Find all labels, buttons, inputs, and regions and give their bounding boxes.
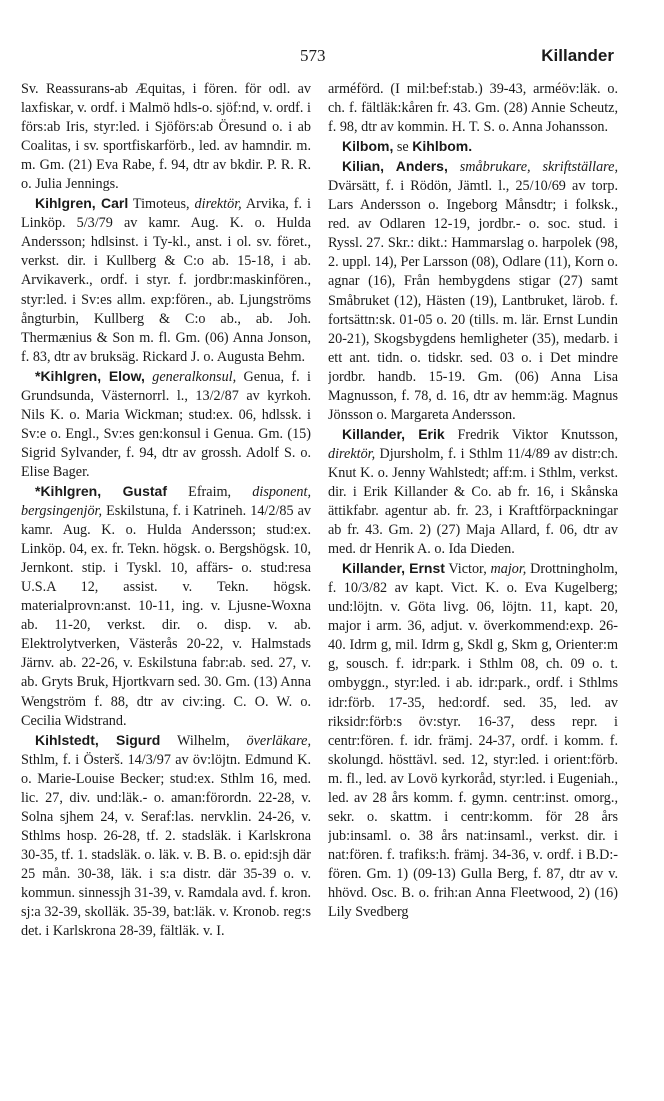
entry-title: disponent, bergsingenjör, xyxy=(21,483,311,520)
page-number: 573 xyxy=(300,46,326,65)
entry-title: generalkonsul, xyxy=(152,368,237,385)
entry-name: *Kihlgren, Elow, xyxy=(35,367,145,384)
entry-text xyxy=(448,159,460,175)
entry-paragraph xyxy=(21,194,311,366)
entry-name: Kihlbom. xyxy=(412,138,473,155)
entry-name: Kihlgren, Carl xyxy=(35,195,129,212)
running-head: Killander xyxy=(541,46,614,65)
left-column xyxy=(21,80,311,941)
entry-name: Killander, Ernst xyxy=(342,560,445,577)
entry-paragraph xyxy=(328,137,618,157)
entry-name: Kihlstedt, Sigurd xyxy=(35,731,161,748)
entry-text: se xyxy=(393,139,413,156)
entry-paragraph xyxy=(328,80,618,137)
entry-paragraph xyxy=(21,367,311,482)
entry-title: småbrukare, skriftställare, xyxy=(459,159,618,176)
entry-text: Eskilstuna, f. i Katrineh. 14/2/85 av kamr. Aug. K. o. Hulda Andersson; stud:ex. Linköp. 04, ex. fr. Tekn. högsk. o. Bergshögsk. 10, Jernkont. stip. i Tyskl. 10, affärs- o. stud:resa U.S.A 12, assist. v. Tekn. högsk. materialprovn:anst. 10-11, ing. v. Ljusne-Woxna ab. 11-20, verkst. dir. o. disp. v. ab. Elektrolytverken, Västerås 20-22, v. Halmstads Järnv. ab. 22-26, v. Eskilstuna fabr:ab. sed. 27, v. ab. Gryts Bruk, Hjortkvarn sed. 30. Gm. (13) Anna Wengström f. 88, dtr av civ:ing. C. O. W. o. Cecilia Widstrand. xyxy=(21,503,311,729)
entry-text: Fredrik Viktor Knutsson, xyxy=(444,426,618,443)
entry-title: direktör, xyxy=(194,196,242,213)
entry-paragraph xyxy=(21,731,311,942)
entry-text: Drottningholm, f. 10/3/82 av kapt. Vict. K. o. Eva Kugelberg; und:löjtn. v. Göta livg. 06, löjtn. 11, kapt. 20, major i arm. 36, adjut. v. överkommend:exp. 26-40. Idrm g, mil. Idrm g, Skdl g, Skm g, Orienter:m g, sousch. f. idr:park. i Sthlm 08, ch. 09 o. t. ombyggn., styr:led. i ab. idr:park., ordf. i Sthlms idr:förb. 17-35, hed:ordf. sed. 35, led. av riksidr:förb:s öv:styr. 16-37, dess repr. i centr:fören. f. idr. främj. 24-37, ordf. i komm. f. skolungd. hösttävl. sed. 12, styr:led. i orient:förb. m. fl., led. av Lovö kyrkoråd, styr:led. i Eugeniah., led. av 28 års komm. f. gymn. centr:inst. omorg., sekr. o. skattm. i centr:komm. för 28 års jub:insaml. o. 38 års nat:insaml., verkst. dir. i nat:fören. f. trafiks:h. främj. 34-36, v. ordf. i B.D:-fören. Gm. 1) (09-13) Gulla Berg, f. 87, dtr av v. hhövd. Osc. B. o. frih:an Anna Fleetwood, 2) (16) Lily Svedberg xyxy=(328,561,618,921)
entry-paragraph xyxy=(328,157,618,425)
entry-text: Dvärsätt, f. i Rödön, Jämtl. l., 25/10/69 av torp. Lars Andersson o. Ingeborg Månsdtr; i folksk., red. av Odlaren 12-19, jordbr.- o. soc. stud. i Ryssl. 27. Skr.: dikt.: Hammarslag o. harpolek (98, 2. uppl. 14), Per Larsson (08), Odlare (11), Korn o. agnar (16), Från hembygdens stigar (27) samt Småbruket (12), Hästen (19), Lantbruket, lärob. f. fortsättn:sk. 01-05 o. 20 (tills. m. lär. Ernst Lundin 20-21), Skogsbygdens hemligheter (35), medarb. i ett ant. tidn. o. tidskr. sed. 03 o. i Det mindre jordbr. handb. 15-19. Gm. (06) Anna Lisa Magnusson, f. 78, d. 16, dtr av hemm:äg. Magnus Jönsson o. Margareta Andersson. xyxy=(328,178,618,423)
entry-title: överläkare, xyxy=(246,732,311,749)
entry-text: Genua, f. i Grundsunda, Västernorrl. l., 13/2/87 av kyrkoh. Nils K. o. Maria Wickman; stud:ex. 06, hdlssk. i Sv:e o. Engl., Sv:es gen:konsul i Genua. Gm. (15) Sigrid Sylvander, f. 94, dtr av grossh. Adolf S. o. Elise Bager. xyxy=(21,368,311,480)
entry-name: Kilbom, xyxy=(342,138,394,155)
entry-paragraph xyxy=(328,425,618,559)
entry-title: major, xyxy=(490,561,527,578)
entry-text: arméförd. (I mil:bef:stab.) 39-43, arméöv:läk. o. ch. f. fältläk:kåren fr. 43. Gm. (28) Annie Scheutz, f. 98, dtr av kommin. H. T. S. o. Anna Johansson. xyxy=(328,81,618,136)
entry-paragraph xyxy=(21,482,311,731)
entry-text: Djursholm, f. i Sthlm 11/4/89 av distr:ch. Knut K. o. Jenny Wahlstedt; aff:m. i Sthlm, verkst. dir. i Erik Killander & Co. ab fr. 16, i Skånska ättikfabr. agentur ab. fr. 23, i Kraftförpackningar ab fr. 43. Gm. 2) (27) Maja Allard, f. 06, dtr av med. dr Henrik A. o. Ida Dieden. xyxy=(328,445,618,558)
entry-text: Victor, xyxy=(444,561,491,578)
entry-text: Sthlm, f. i Österš. 14/3/97 av öv:löjtn. Edmund K. o. Marie-Louise Becker; stud:ex. Sthlm 16, med. lic. 27, div. und:läk.- o. aman:förordn. 22-28, v. Solna sjhem 24, v. Seraf:las. nervklin. 24-26, v. Sthlms hosp. 26-28, tf. 2. stadsläk. i Karlskrona 30-35, tf. 1. stadsläk. o. läk. v. B. B. o. epid:sjh där 25 mån. 30-38, läk. i s:a distr. där 35-39 o. v. kommun. sinnessjh 31-39, v. Ramdala avd. f. kron. sj:a 32-39, skolläk. 35-39, bat:läk. v. Kronob. reg:s det. i Karlskrona 28-39, fältläk. v. I. xyxy=(21,751,311,940)
entry-paragraph xyxy=(328,559,618,922)
entry-name: Kilian, Anders, xyxy=(342,158,448,175)
entry-text: Timoteus, xyxy=(128,196,195,213)
entry-text: Sv. Reassurans-ab Æquitas, i fören. för odl. av laxfiskar, v. ordf. i Malmö hdls-o. sjöf:nd, v. ordf. i förs:ab Iris, styr:led. i Sjöförs:ab Öresund o. i ab Coalitas, i sv. sportfiskarförb., led. av hamndir. m. m. Gm. (21) Eva Rabe, f. 94, dtr av bkdir. P. R. R. o. Julia Jennings. xyxy=(21,81,311,193)
entry-title: direktör, xyxy=(328,445,376,462)
entry-name: *Kihlgren, Gustaf xyxy=(35,482,167,499)
entry-name: Killander, Erik xyxy=(342,425,445,442)
page-header xyxy=(0,46,664,76)
entry-paragraph xyxy=(21,80,311,194)
entry-text: Arvika, f. i Linköp. 5/3/79 av kamr. Aug. K. o. Hulda Andersson; hdlsinst. i Ty-kl., anst. i ol. sv. föret., verkst. dir. i Kullberg & C:o ab. 15-18, i ab. Arvikaverk., ordf. i styr. f. jordbr:maskinfören., styr:led. i Sv:es allm. exp:fören., ab. Ljungströms ångturbin, Kullberg & C:o ab., ab. Joh. Thermænius & Son m. fl. Gm. (06) Anna Jonson, f. 83, dtr av bruksäg. Rickard J. o. Augusta Behm. xyxy=(21,196,311,365)
entry-text: Wilhelm, xyxy=(160,732,247,749)
right-column xyxy=(328,80,618,922)
entry-text: Efraim, xyxy=(166,483,253,500)
